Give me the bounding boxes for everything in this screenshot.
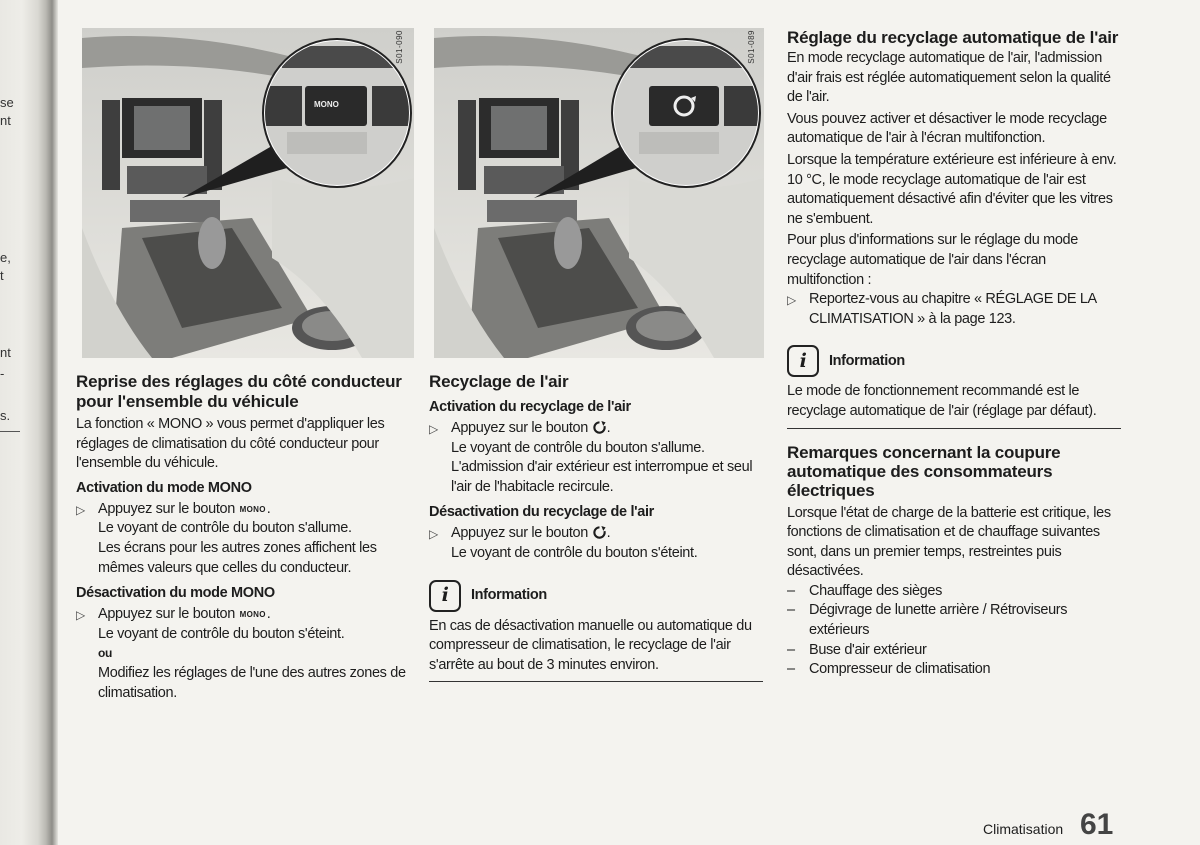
info-icon: i [787,345,819,377]
info-box-header [787,345,1121,377]
list-item: – Chauffage des sièges [787,582,943,599]
arrow-icon: ▷ [787,293,796,308]
info-icon: i [429,580,461,612]
paragraph: Lorsque l'état de charge de la batterie est critique, les fonctions de climatisation et de chauffage suivantes sont, dans un premier temps, restreintes puis désactivées. [787,504,1111,580]
paragraph: En mode recyclage automatique de l'air, l'admission d'air frais est réglée automatiquement selon la qualité de l'air. [787,50,1111,106]
section-title-power-cutoff: Remarques concernant la coupure automatique des consommateurs électriques [787,442,1061,500]
prev-page-fragment: nt [0,345,11,360]
heading-recirculation-activation: Activation du recyclage de l'air [429,399,631,415]
heading-recirculation-deactivation: Désactivation du recyclage de l'air [429,504,654,521]
section-title-recirculation: Recyclage de l'air [429,372,569,391]
step-result: Le voyant de contrôle du bouton s'allume. [451,439,705,456]
step-see-chapter [787,290,1121,329]
figure-mono-button [82,28,414,358]
mono-button-glyph: MONO [239,610,266,620]
step-text: Appuyez sur le bouton [451,420,588,436]
chapter-reference: Reportez-vous au chapitre « RÉGLAGE DE LA CLIMATISATION » à la page 123. [809,291,1097,327]
paragraph: Vous pouvez activer et désactiver le mode recyclage automatique de l'air à l'écran multifonction. [787,110,1107,147]
info-divider [429,681,763,682]
column-mono [76,372,406,703]
step-text: Appuyez sur le bouton [451,525,588,542]
mono-button-glyph: MONO [239,504,266,514]
section-title-mono: Reprise des réglages du côté conducteur pour l'ensemble du véhicule [76,372,402,411]
step-recirculation-deactivation: ▷ Appuyez sur le bouton . Le voyant de contrôle du bouton s'éteint. [429,524,763,563]
arrow-icon: ▷ [76,608,85,623]
figure-code: S01-090 [395,30,404,64]
prev-page-fragment: e, [0,250,11,265]
arrow-icon: ▷ [429,422,438,436]
page-number: 61 [1080,808,1114,841]
step-mono-deactivation: ▷ Appuyez sur le bouton MONO. Le voyant de contrôle du bouton s'éteint. ou Modifiez les réglages de l'une des autres zones de climatisation. [76,605,406,703]
step-recirculation-activation: ▷ Appuyez sur le bouton . Le voyant de contrôle du bouton s'allume. L'admission d'air extérieur est interrompue et seul l'air de l'habitacle recircule. [429,419,763,497]
recirculation-icon [592,420,607,435]
arrow-icon: ▷ [76,502,85,517]
figure-recirculation-button [434,28,764,358]
prev-page-fragment: - [0,366,5,381]
info-title: Information [471,586,547,603]
column-auto-recirculation [787,28,1121,680]
list-item: – Dégivrage de lunette arrière / Rétroviseurs extérieurs [787,602,1068,639]
footer-section-name: Climatisation [983,821,1064,837]
recirculation-icon [592,525,607,540]
info-text: En cas de désactivation manuelle ou automatique du compresseur de climatisation, le recyclage de l'air s'arrête au bout de 3 minutes environ. [429,617,752,673]
step-result: Les écrans pour les autres zones affichent les mêmes valeurs que celles du conducteur. [98,539,377,576]
info-title: Information [829,352,905,369]
prev-page-fragment: se [0,95,14,110]
column-recirculation [429,372,763,682]
list-item: – Buse d'air extérieur [787,641,927,658]
paragraph: Pour plus d'informations sur le réglage du mode recyclage automatique de l'air dans l'écran multifonction : [787,232,1078,288]
mono-button-label: MONO [314,100,339,109]
step-result: L'admission d'air extérieur est interrompue et seul l'air de l'habitacle recircule. [451,459,753,495]
prev-page-rule [0,431,20,432]
prev-page-fragment: nt [0,113,11,128]
info-box-header [429,580,763,612]
or-separator: ou [98,646,112,661]
list-item: – Compresseur de climatisation [787,661,991,678]
paragraph: Lorsque la température extérieure est inférieure à env. 10 °C, le mode recyclage automatique de l'air est automatiquement désactivé afin d'éviter que les vitres ne s'embuent. [787,151,1117,227]
prev-page-fragment: t [0,268,4,283]
step-text: Appuyez sur le bouton [98,606,235,623]
step-text: Appuyez sur le bouton [98,500,235,517]
step-alternative: Modifiez les réglages de l'une des autres zones de climatisation. [98,664,406,701]
heading-mono-activation: Activation du mode MONO [76,479,252,496]
prev-page-fragment: s. [0,408,11,423]
step-result: Le voyant de contrôle du bouton s'allume. [98,520,352,537]
step-result: Le voyant de contrôle du bouton s'éteint. [98,625,345,642]
arrow-icon: ▷ [429,527,438,542]
mono-intro: La fonction « MONO » vous permet d'appliquer les réglages de climatisation du côté conducteur pour l'ensemble du véhicule. [76,416,385,472]
step-result: Le voyant de contrôle du bouton s'éteint. [451,544,698,561]
heading-mono-deactivation: Désactivation du mode MONO [76,585,275,602]
section-title-auto-recirculation: Réglage du recyclage automatique de l'air [787,28,1119,47]
step-mono-activation: ▷ Appuyez sur le bouton MONO. Le voyant de contrôle du bouton s'allume. Les écrans pour les autres zones affichent les mêmes valeurs que celles du conducteur. [76,500,406,578]
info-divider [787,428,1121,429]
info-text: Le mode de fonctionnement recommandé est le recyclage automatique de l'air (réglage par défaut). [787,383,1097,419]
figure-code: S01-089 [747,30,756,64]
